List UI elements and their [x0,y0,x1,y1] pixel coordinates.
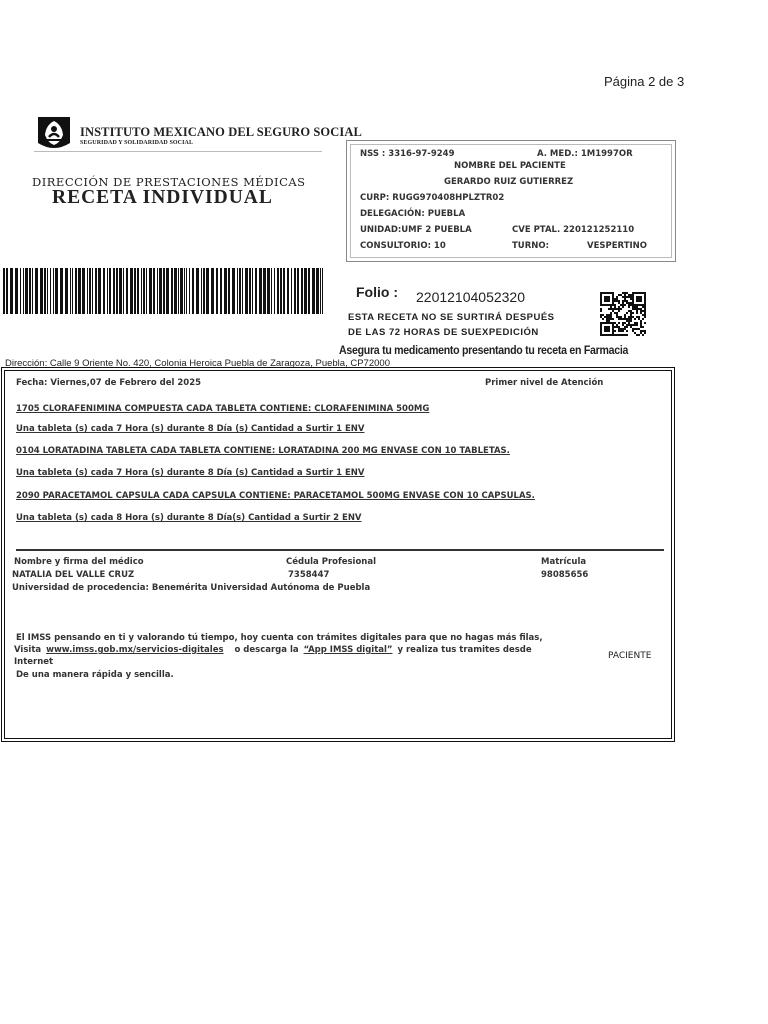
notice-line-4: De una manera rápida y sencilla. [16,670,174,680]
prescription-line: 2090 PARACETAMOL CAPSULA CADA CAPSULA CONTIENE: PARACETAMOL 500MG ENVASE CON 10 CAPSULAS. [16,491,535,501]
nivel-atencion: Primer nivel de Atención [485,378,604,388]
doctor-name-label: Nombre y firma del médico [14,557,144,567]
a-med: A. MED.: 1M1997OR [537,149,633,159]
patient-name-label: NOMBRE DEL PACIENTE [454,161,566,171]
folio-number: 22012104052320 [416,289,526,305]
universidad: Universidad de procedencia: Benemérita Universidad Autónoma de Puebla [12,583,371,593]
matricula: 98085656 [541,570,589,580]
prescription-line: 0104 LORATADINA TABLETA CADA TABLETA CONTIENE: LORATADINA 200 MG ENVASE CON 10 TABLETAS. [16,446,510,456]
app-imss-digital-link[interactable]: “App IMSS digital” [303,645,393,655]
unidad: UNIDAD:UMF 2 PUEBLA [360,225,472,235]
nss: NSS : 3316-97-9249 [360,149,455,159]
notice-line-1: El IMSS pensando en ti y valorando tú tiempo, hoy cuenta con trámites digitales para que no hagas más filas, [16,633,543,643]
turno-label: TURNO: [512,241,549,251]
prescription-line: 1705 CLORAFENIMINA COMPUESTA CADA TABLETA CONTIENE: CLORAFENIMINA 500MG [16,404,430,414]
notice-realiza: y realiza tus tramites desde [397,645,532,655]
notice-visita: Visita [14,645,42,655]
notice-descarga: o descarga la [234,645,299,655]
barcode [3,268,325,314]
turno: VESPERTINO [587,241,648,251]
document-title: RECETA INDIVIDUAL [52,187,273,208]
prescription-line: Una tableta (s) cada 8 Hora (s) durante 8 Día(s) Cantidad a Surtir 2 ENV [16,513,362,523]
signature-line [16,549,664,551]
doctor-name: NATALIA DEL VALLE CRUZ [12,570,135,580]
direction-title: DIRECCIÓN DE PRESTACIONES MÉDICAS [32,175,306,189]
institution-name: INSTITUTO MEXICANO DEL SEGURO SOCIAL [80,125,362,139]
asegura-notice: Asegura tu medicamento presentando tu receta en Farmacia [339,345,629,357]
header-divider [34,151,322,152]
qr-code [600,292,646,336]
folio-warning-2: DE LAS 72 HORAS DE SUEXPEDICIÓN [348,327,539,338]
folio-warning-1: ESTA RECETA NO SE SURTIRÁ DESPUÉS [348,312,555,323]
notice-line-3: Internet [14,657,54,667]
consultorio: CONSULTORIO: 10 [360,241,446,251]
fecha: Fecha: Viernes,07 de Febrero del 2025 [16,378,202,388]
imss-logo-icon [34,113,74,153]
delegacion: DELEGACIÓN: PUEBLA [360,209,466,219]
prescription-line: Una tableta (s) cada 7 Hora (s) durante 8 Día (s) Cantidad a Surtir 1 ENV [16,468,365,478]
page-number: Página 2 de 3 [604,74,685,89]
cedula-label: Cédula Profesional [286,557,376,567]
cedula: 7358447 [288,570,330,580]
address: Dirección: Calle 9 Oriente No. 420, Colonia Heroica Puebla de Zaragoza, Puebla, CP72000 [5,358,390,369]
cve-ptal: CVE PTAL. 220121252110 [512,225,635,235]
curp: CURP: RUGG970408HPLZTR02 [360,193,505,203]
folio-label: Folio : [356,284,398,300]
imss-digital-link[interactable]: www.imss.gob.mx/servicios-digitales [46,645,224,655]
copy-label: PACIENTE [608,651,652,661]
institution-subtitle: SEGURIDAD Y SOLIDARIDAD SOCIAL [80,140,194,146]
prescription-line: Una tableta (s) cada 7 Hora (s) durante 8 Día (s) Cantidad a Surtir 1 ENV [16,424,365,434]
notice-line-2 [14,645,532,655]
matricula-label: Matrícula [541,557,587,567]
patient-name: GERARDO RUIZ GUTIERREZ [444,177,574,187]
